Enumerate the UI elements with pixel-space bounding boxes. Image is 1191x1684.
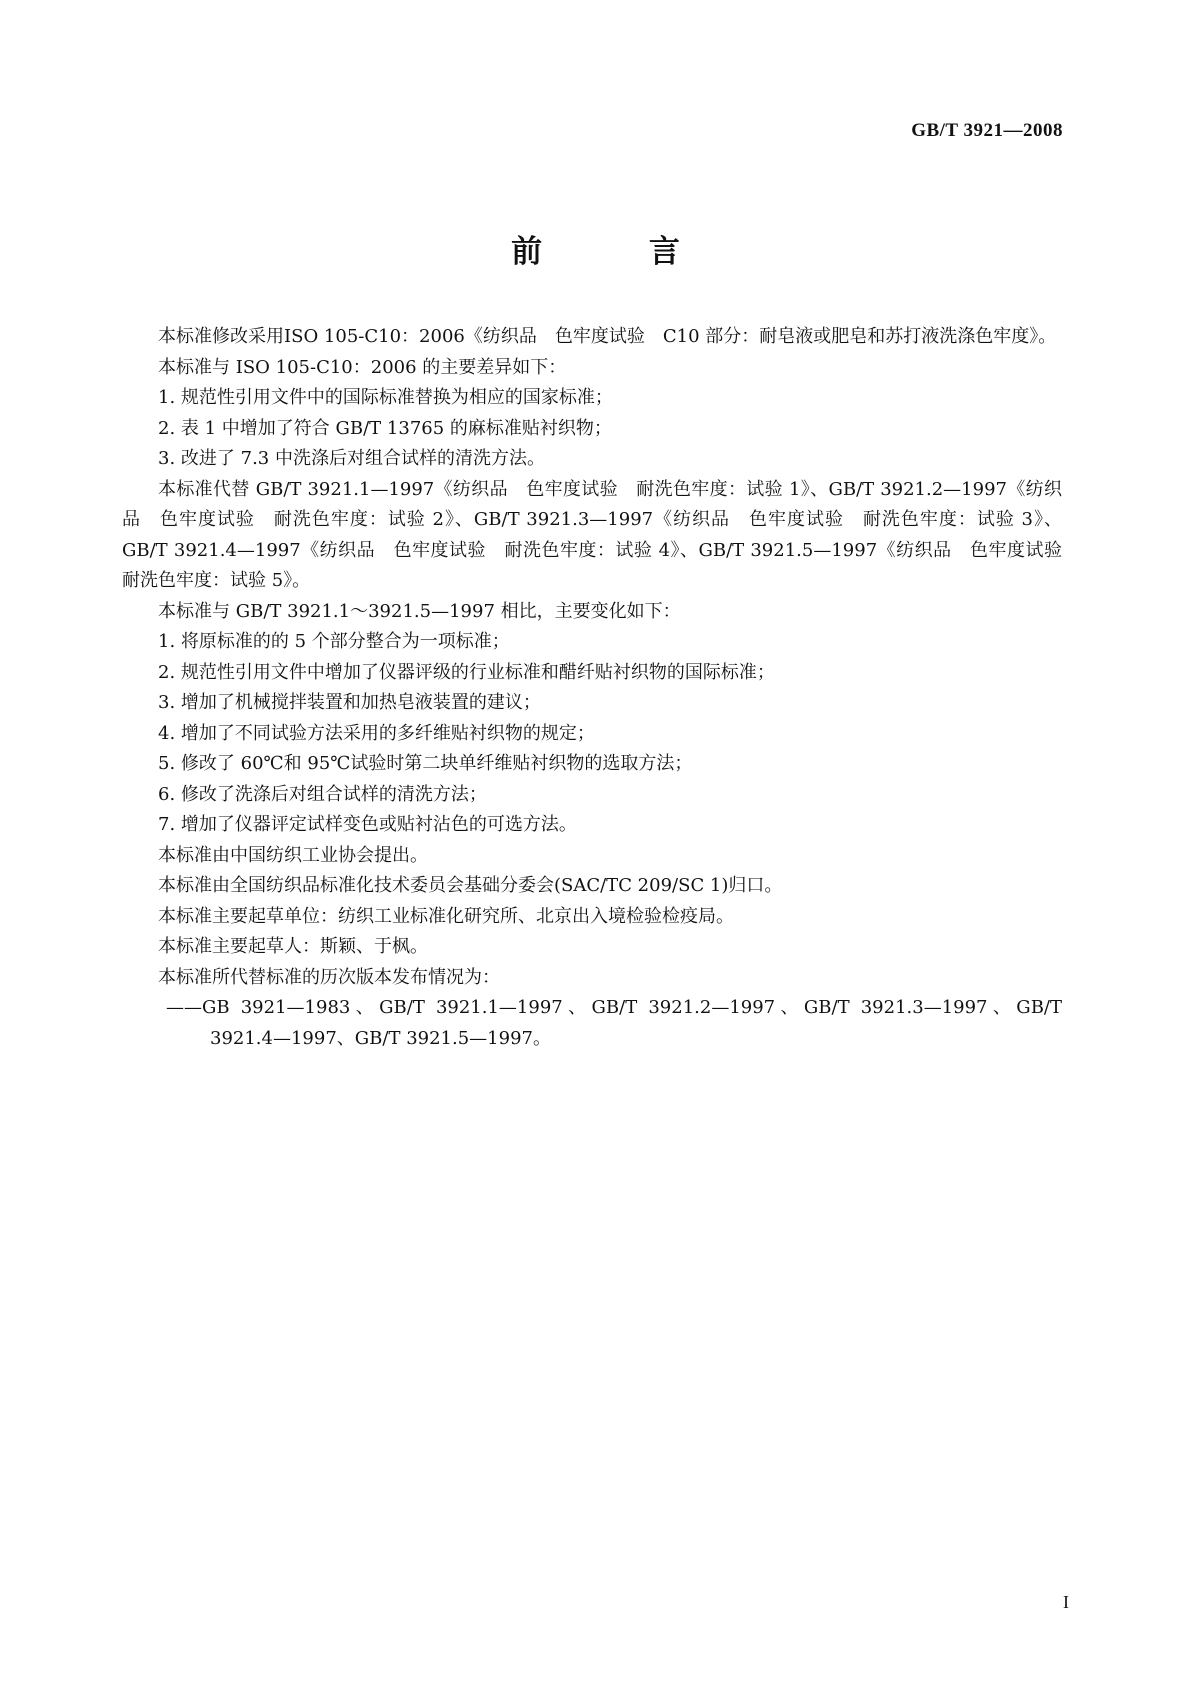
paragraph-centralized: 本标准由全国纺织品标准化技术委员会基础分委会(SAC/TC 209/SC 1)归口。 (158, 875, 783, 896)
list-item: 2. 规范性引用文件中增加了仪器评级的行业标准和醋纤贴衬织物的国际标准； (158, 661, 775, 683)
paragraph-proposer: 本标准由中国纺织工业协会提出。 (158, 844, 428, 866)
paragraph-drafting-units: 本标准主要起草单位：纺织工业标准化研究所、北京出入境检验检疫局。 (158, 905, 734, 927)
preface-body (122, 322, 1080, 1054)
list-item: 2. 表 1 中增加了符合 GB/T 13765 的麻标准贴衬织物； (158, 417, 612, 439)
list-item: 1. 将原标准的的 5 个部分整合为一项标准； (158, 631, 510, 652)
paragraph-changes-intro: 本标准与 GB/T 3921.1～3921.5—1997 相比，主要变化如下： (158, 600, 681, 622)
list-item: 3. 增加了机械搅拌装置和加热皂液装置的建议； (158, 692, 541, 713)
list-item: 1. 规范性引用文件中的国际标准替换为相应的国家标准； (158, 387, 613, 408)
paragraph-differences-intro: 本标准与 ISO 105-C10：2006 的主要差异如下： (158, 356, 567, 378)
standard-number: GB/T 3921—2008 (911, 120, 1063, 141)
paragraph-adoption: 本标准修改采用ISO 105-C10：2006《纺织品 色牢度试验 C10 部分：耐皂液或肥皂和苏打液洗涤色牢度》。 (158, 326, 1057, 347)
list-item: 5. 修改了 60℃和 95℃试验时第二块单纤维贴衬织物的选取方法； (158, 753, 693, 774)
list-item: 7. 增加了仪器评定试样变色或贴衬沾色的可选方法。 (158, 814, 577, 835)
list-item: 4. 增加了不同试验方法采用的多纤维贴衬织物的规定； (158, 722, 595, 744)
paragraph-history-intro: 本标准所代替标准的历次版本发布情况为： (158, 966, 500, 988)
list-item: 3. 改进了 7.3 中洗涤后对组合试样的清洗方法。 (158, 448, 545, 469)
history-list-item: ——GB 3921—1983、GB/T 3921.1—1997、GB/T 3921.2—1997、GB/T 3921.3—1997、GB/T 3921.4—1997、GB/T 3921.5—1997。 (166, 997, 1062, 1049)
paragraph-drafters: 本标准主要起草人：斯颖、于枫。 (158, 936, 428, 957)
paragraph-replaces: 本标准代替 GB/T 3921.1—1997《纺织品 色牢度试验 耐洗色牢度：试验 1》、GB/T 3921.2—1997《纺织品 色牢度试验 耐洗色牢度：试验 2》、GB/T 3921.3—1997《纺织品 色牢度试验 耐洗色牢度：试验 3》、GB/T 3921.4—1997《纺织品 色牢度试验 耐洗色牢度：试验 4》、GB/T 3921.5—1997《纺织品 色牢度试验 耐洗色牢度：试验 5》。 (122, 478, 1080, 591)
page-title: 前 言 (511, 234, 728, 270)
list-item: 6. 修改了洗涤后对组合试样的清洗方法； (158, 783, 487, 805)
page-number: I (1063, 1592, 1069, 1612)
